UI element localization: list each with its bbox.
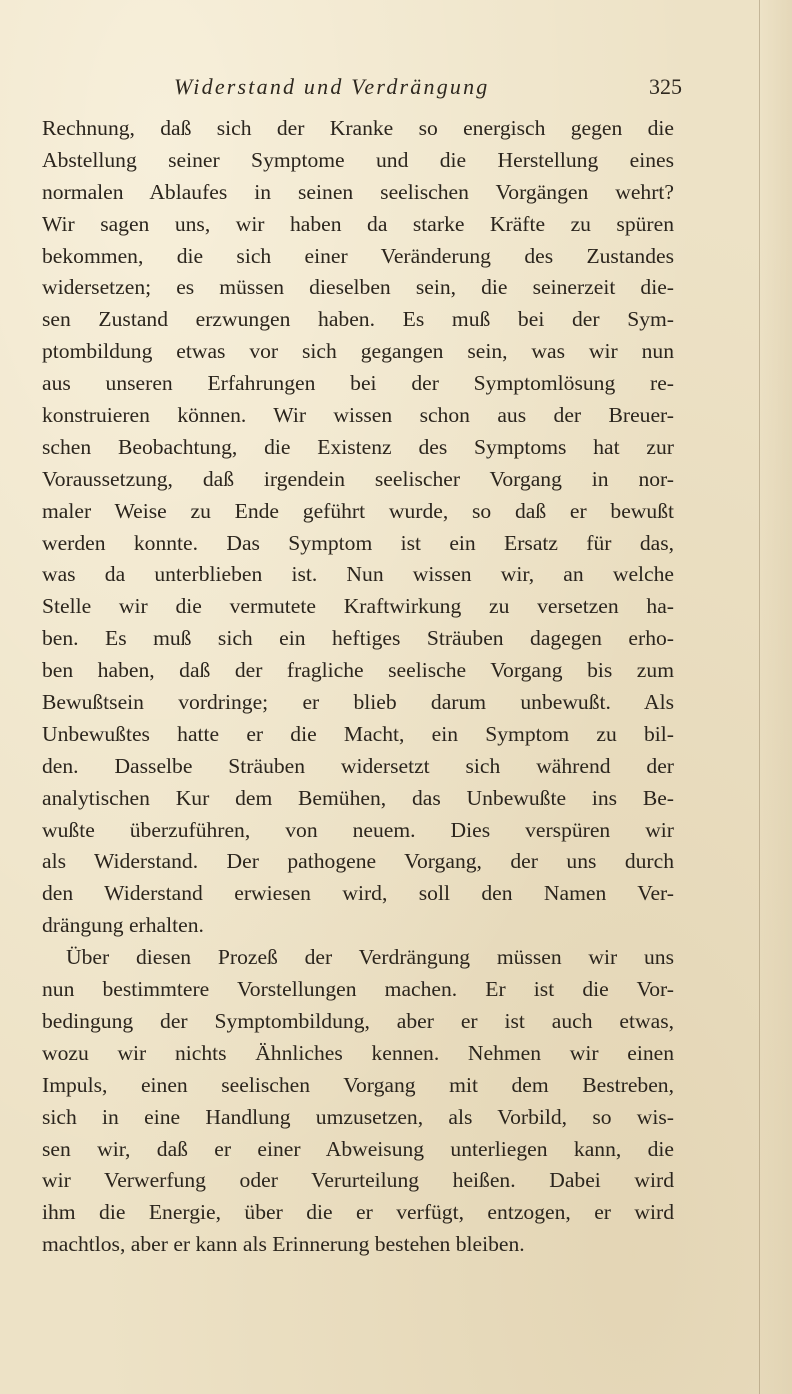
text-line: Unbewußtes hatte er die Macht, ein Symptom zu bil- [42, 721, 674, 746]
text-line: Abstellung seiner Symptome und die Herstellung eines [42, 147, 674, 172]
text-line: den. Dasselbe Sträuben widersetzt sich während der [42, 753, 674, 778]
text-line: was da unterblieben ist. Nun wissen wir, an welche [42, 562, 674, 587]
text-line: sen Zustand erzwungen haben. Es muß bei der Sym- [42, 307, 674, 332]
text-line: wir Verwerfung oder Verurteilung heißen. Dabei wird [42, 1168, 674, 1193]
text-line: analytischen Kur dem Bemühen, das Unbewußte ins Be- [42, 785, 674, 810]
text-line: aus unseren Erfahrungen bei der Symptomlösung re- [42, 371, 674, 396]
text-line: bekommen, die sich einer Veränderung des Zustandes [42, 243, 674, 268]
text-line: als Widerstand. Der pathogene Vorgang, der uns durch [42, 849, 674, 874]
text-line: nun bestimmtere Vorstellungen machen. Er ist die Vor- [42, 977, 674, 1002]
text-line: den Widerstand erwiesen wird, soll den Namen Ver- [42, 881, 674, 906]
running-title: Widerstand und Verdrängung [174, 74, 490, 99]
text-line: Bewußtsein vordringe; er blieb darum unbewußt. Als [42, 690, 674, 715]
text-line: bedingung der Symptombildung, aber er ist auch etwas, [42, 1008, 674, 1033]
page-edge-line [759, 0, 760, 1394]
text-line: ben. Es muß sich ein heftiges Sträuben dagegen erho- [42, 626, 674, 651]
text-line: Voraussetzung, daß irgendein seelischer Vorgang in nor- [42, 466, 674, 491]
text-line: Impuls, einen seelischen Vorgang mit dem Bestreben, [42, 1072, 674, 1097]
text-line: Wir sagen uns, wir haben da starke Kräfte zu spüren [42, 211, 674, 236]
text-line: drängung erhalten. [42, 913, 204, 938]
page-number: 325 [649, 74, 682, 99]
page-edge-shadow [760, 0, 792, 1394]
text-line: Stelle wir die vermutete Kraftwirkung zu versetzen ha- [42, 594, 674, 619]
text-line: sich in eine Handlung umzusetzen, als Vorbild, so wis- [42, 1104, 674, 1129]
text-line: normalen Ablaufes in seinen seelischen Vorgängen wehrt? [42, 179, 674, 204]
text-line: wußte überzuführen, von neuem. Dies verspüren wir [42, 817, 674, 842]
body-text [42, 113, 674, 1261]
text-line: machtlos, aber er kann als Erinnerung bestehen bleiben. [42, 1232, 525, 1257]
paragraph [42, 942, 674, 1261]
page-header [42, 74, 686, 108]
text-line: wozu wir nichts Ähnliches kennen. Nehmen wir einen [42, 1040, 674, 1065]
text-line: schen Beobachtung, die Existenz des Symptoms hat zur [42, 434, 674, 459]
paragraph [42, 113, 674, 942]
text-line: ihm die Energie, über die er verfügt, entzogen, er wird [42, 1200, 674, 1225]
text-line: Rechnung, daß sich der Kranke so energisch gegen die [42, 116, 674, 140]
text-line: werden konnte. Das Symptom ist ein Ersatz für das, [42, 530, 674, 555]
text-line: widersetzen; es müssen dieselben sein, die seinerzeit die- [42, 275, 674, 300]
text-line: Über diesen Prozeß der Verdrängung müssen wir uns [66, 945, 674, 970]
text-line: konstruieren können. Wir wissen schon aus der Breuer- [42, 403, 674, 428]
text-line: maler Weise zu Ende geführt wurde, so daß er bewußt [42, 498, 674, 523]
text-line: ptombildung etwas vor sich gegangen sein, was wir nun [42, 339, 674, 364]
text-line: sen wir, daß er einer Abweisung unterliegen kann, die [42, 1136, 674, 1161]
text-line: ben haben, daß der fragliche seelische Vorgang bis zum [42, 658, 674, 683]
